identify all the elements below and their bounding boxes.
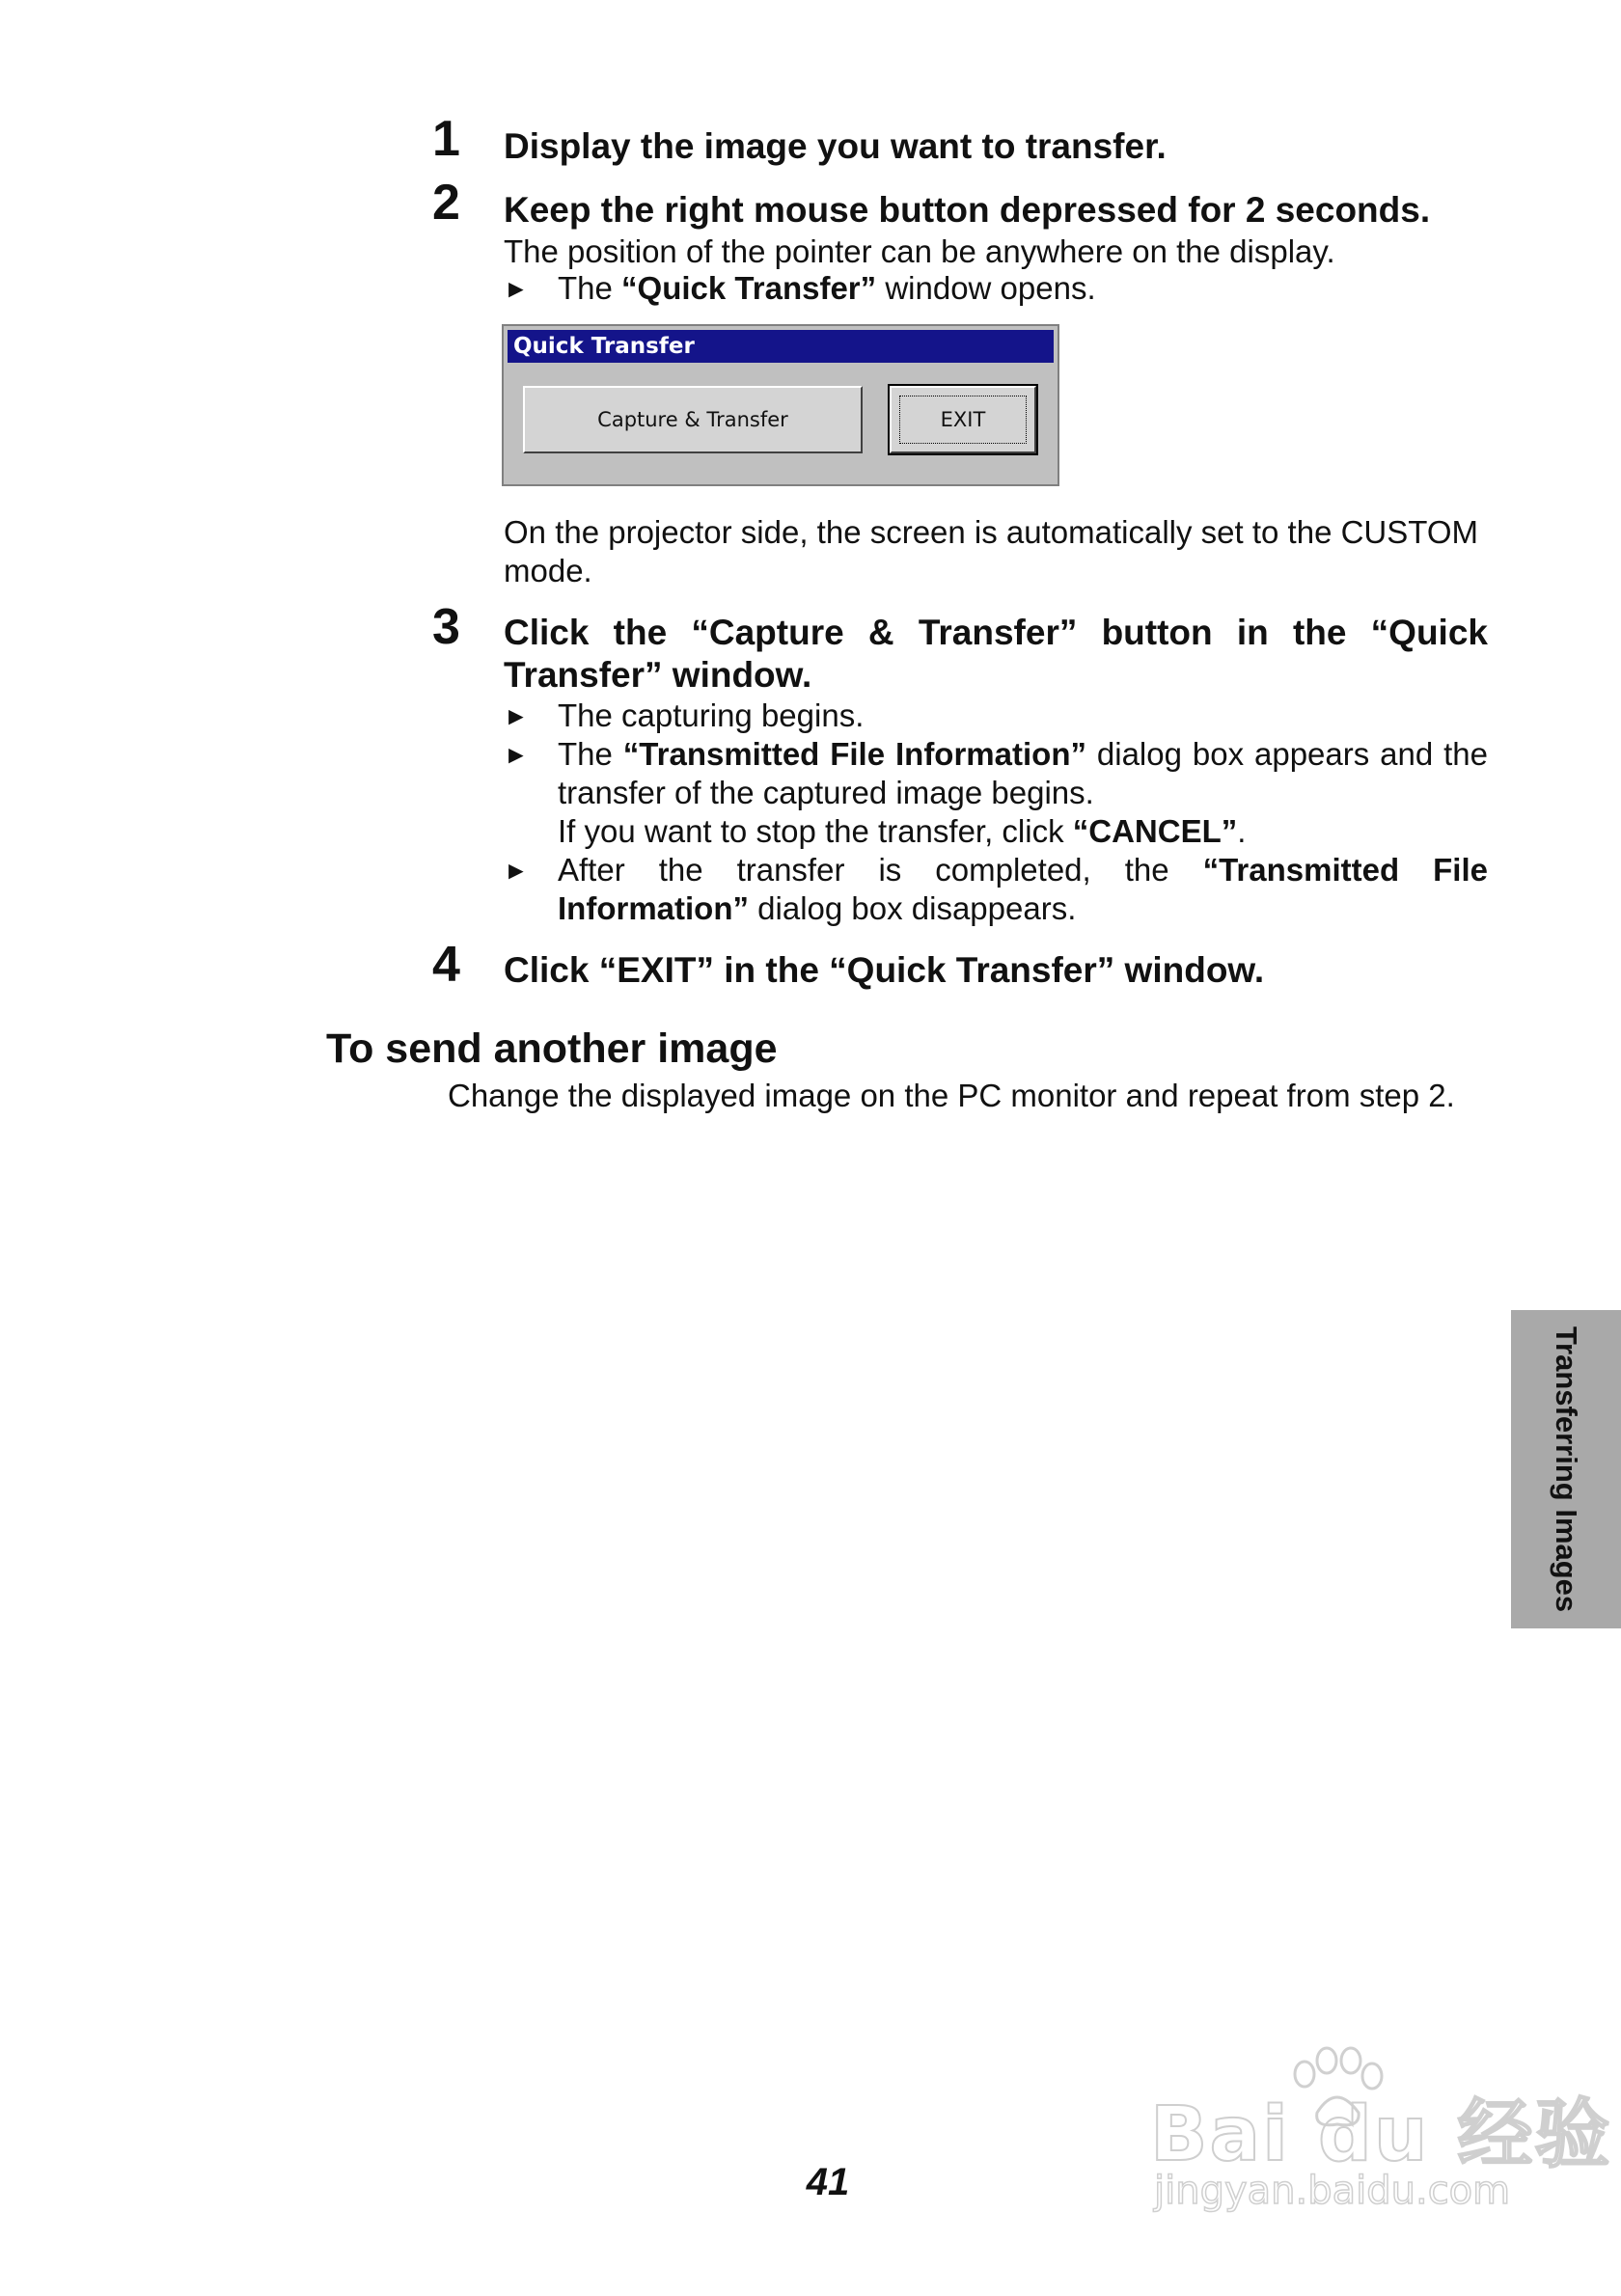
exit-button-label: EXIT — [940, 408, 986, 431]
step-1-number: 1 — [432, 111, 460, 167]
quick-transfer-window — [502, 324, 1059, 486]
watermark-url: jingyan.baidu.com — [1154, 2169, 1511, 2213]
step-2-title: Keep the right mouse button depressed for 2 seconds. — [504, 190, 1431, 230]
bullet-arrow-icon: ► — [504, 740, 529, 769]
step-2-after-text: On the projector side, the screen is automatically set to the CUSTOM mode. — [504, 514, 1478, 588]
step-3-number: 3 — [432, 599, 460, 655]
bullet-arrow-icon: ► — [504, 856, 529, 885]
step-3-title: Click the “Capture & Transfer” button in the “Quick Transfer” window. — [504, 613, 1488, 695]
section-text: Change the displayed image on the PC monitor and repeat from step 2. — [448, 1078, 1455, 1113]
section-heading: To send another image — [326, 1025, 778, 1072]
side-tab-label: Transferring Images — [1550, 1326, 1583, 1613]
step-1-title: Display the image you want to transfer. — [504, 126, 1167, 166]
step-4-title: Click “EXIT” in the “Quick Transfer” window. — [504, 950, 1265, 990]
bullet-arrow-icon: ► — [504, 701, 529, 730]
step-4-number: 4 — [432, 937, 460, 993]
step-2-number: 2 — [432, 175, 460, 231]
side-tab — [1511, 1310, 1621, 1628]
focus-rectangle — [899, 396, 1027, 444]
step-2-body: The position of the pointer can be anywhere on the display. — [504, 233, 1335, 269]
watermark-logo: Bai du 经验 — [1150, 2091, 1612, 2178]
bullet-arrow-icon: ► — [504, 274, 529, 303]
capture-transfer-button[interactable]: Capture & Transfer — [523, 386, 863, 453]
exit-button[interactable] — [890, 386, 1036, 453]
page-number: 41 — [806, 2161, 850, 2203]
quick-transfer-title-bar: Quick Transfer — [508, 330, 1054, 363]
